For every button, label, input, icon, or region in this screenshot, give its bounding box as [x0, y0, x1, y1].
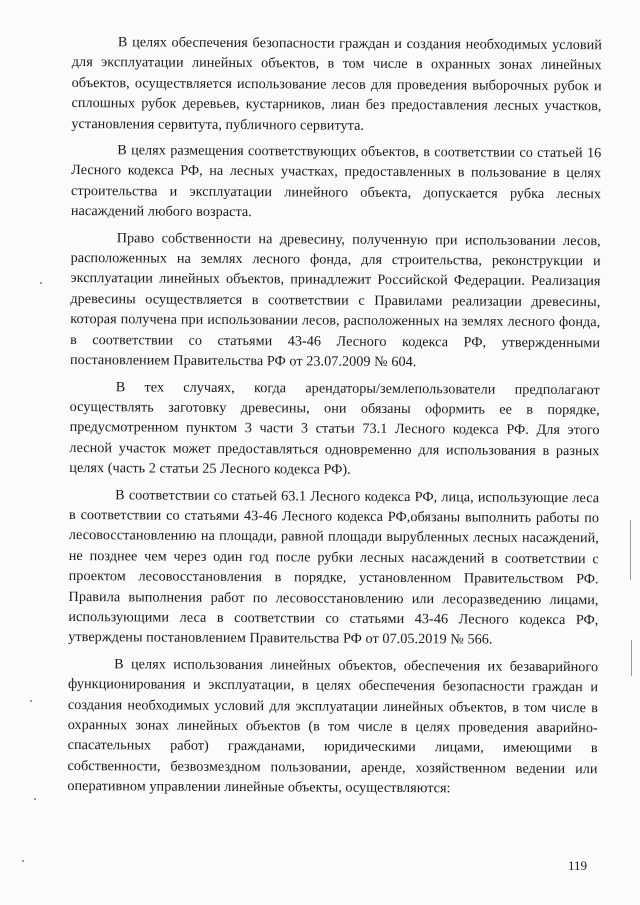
paragraph-timber-harvesting: В тех случаях, когда арендаторы/землепользователи предполагают осуществлять заготовку древесины, они обязаны оформить ее в порядке, предусмотренном пунктом 3 части 3 статьи 73.1 Лесного кодекса РФ. Для этого лесной участок может предоставляться одновременно для использования в разных целях (часть 2 статьи 25 Лесного кодекса РФ).: [69, 378, 600, 478]
scan-artifact: [22, 860, 24, 862]
paragraph-timber-ownership: Право собственности на древесину, полученную при использовании лесов, расположенных на землях лесного фонда, для строительства, реконструкции и эксплуатации линейных объектов, принадлежит Российской Федерации. Реализация древесины осуществляется в соответствии с Правилами реализации древесины, которая получена при использовании лесов, расположенных на землях лесного фонда, в соответствии со статьями 43-46 Лесного кодекса РФ, утвержденными постановлением Правительства РФ от 23.07.2009 № 604.: [69, 229, 601, 371]
document-body: [67, 32, 602, 806]
paragraph-reforestation: В соответствии со статьей 63.1 Лесного кодекса РФ, лица, использующие леса в соответствии со статьями 43-46 Лесного кодекса РФ,обязаны выполнить работы по лесовосстановлению на площади, равной площади вырубленных лесных насаждений, не позднее чем через один год после рубки лесных насаждений в соответствии с проектом лесовосстановления в порядке, установленном Правительством РФ. Правила выполнения работ по лесовосстановлению или лесоразведению лицами, использующими леса в соответствии со статьями 43-46 Лесного кодекса РФ, утверждены постановлением Правительства РФ от 07.05.2019 № 566.: [68, 486, 600, 648]
scan-artifact: [630, 520, 631, 580]
page-number: 119: [568, 858, 588, 873]
scan-artifact: [34, 798, 36, 800]
paragraph-safety-logging: В целях обеспечения безопасности граждан и создания необходимых условий для эксплуатации линейных объектов, в том числе в охранных зонах линейных объектов, осуществляется использование лесов для проведения выборочных рубок и сплошных рубок деревьев, кустарников, лиан без предоставления лесных участков, установления сервитута, публичного сервитута.: [71, 34, 602, 134]
scan-artifact: [30, 700, 32, 702]
scan-artifact: [631, 640, 632, 676]
paragraph-linear-objects-use: В целях использования линейных объектов, обеспечения их безаварийного функционирования и эксплуатации, в целях обеспечения безопасности граждан и создания необходимых условий для эксплуатации линейных объектов, в том числе в охранных зонах линейных объектов (в том числе в целях проведения аварийно-спасательных работ) гражданами, юридическими лицами, имеющими в собственности, безвозмездном пользовании, аренде, хозяйственном ведении или оперативном управлении линейные объекты, осуществляются:: [67, 656, 599, 797]
paragraph-placement-objects: В целях размещения соответствующих объектов, в соответствии со статьей 16 Лесного кодекса РФ, на лесных участках, предоставленных в пользование в целях строительства и эксплуатации линейного объекта, допускается рубка лесных насаждений любого возраста.: [70, 142, 602, 221]
scan-artifact: [40, 282, 42, 284]
